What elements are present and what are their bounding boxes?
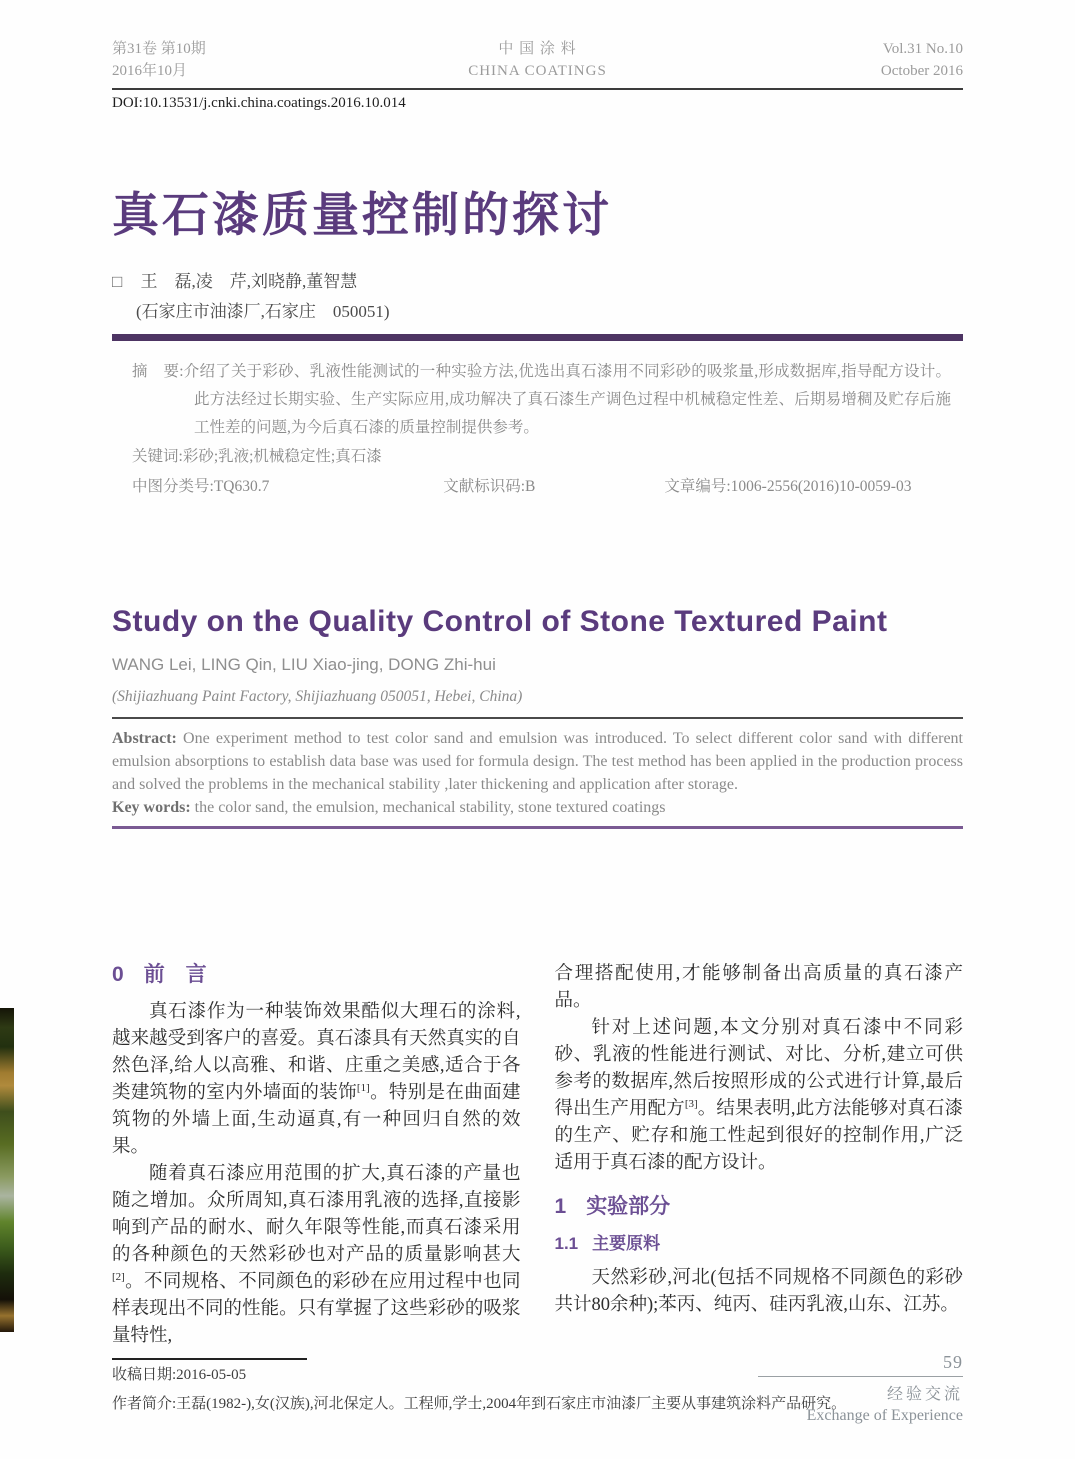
received-date-footnote (112, 1358, 521, 1387)
materials-paragraph: 天然彩砂,河北(包括不同规格不同颜色的彩砂共计80余种);苯丙、纯丙、硅丙乳液,山东、江苏。 (554, 1268, 963, 1315)
authors-cn: 王 磊,凌 芹,刘晓静,董智慧 (140, 272, 358, 291)
abstract-cn-paragraph (132, 358, 951, 442)
citation-ref-1: [1] (356, 1081, 370, 1094)
section-0-heading (112, 961, 521, 988)
left-edge-photo-strip (0, 1008, 14, 1332)
abstract-cn-block (112, 358, 963, 501)
intro-p3-text: 针对上述问题,本文分别对真石漆中不同彩砂、乳液的性能进行测试、对比、分析,建立可供参考的数据库,然后按照形成的公式进行计算,最后得出生产用配方 (554, 1018, 963, 1119)
intro-p2-text-b: 。不同规格、不同颜色的彩砂在应用过程中也同样表现出不同的性能。只有掌握了这些彩砂的吸浆量特性, (112, 1272, 521, 1346)
abstract-en-text: One experiment method to test color sand and emulsion was introduced. To select different color sand with different emulsion absorptions to establish data base was used for formula design. The test method has been applied in the production process and solved the problems in the mechanical stability ,later thickening and application after storage. (112, 730, 963, 793)
keywords-en: the color sand, the emulsion, mechanical stability, stone textured coatings (190, 799, 666, 816)
article-id-label: 文章编号: (664, 478, 731, 495)
bio-text: 王磊(1982-),女(汉族),河北保定人。工程师,学士,2004年到石家庄市油漆厂主要从事建筑涂料产品研究。 (176, 1396, 847, 1412)
abstract-en-block (112, 727, 963, 819)
title-separator-bar (112, 334, 963, 341)
section-1-1-heading (555, 1230, 964, 1257)
doc-code-value: B (525, 478, 536, 495)
abstract-en-paragraph (112, 727, 963, 796)
received-date: 2016-05-05 (176, 1367, 247, 1383)
header-row-1 (112, 38, 963, 60)
authors-en: WANG Lei, LING Qin, LIU Xiao-jing, DONG Zhi-hui (112, 655, 496, 674)
column-name-en: Exchange of Experience (806, 1407, 963, 1424)
article-title-cn: 真石漆质量控制的探讨 (112, 188, 612, 241)
article-title-en: Study on the Quality Control of Stone Textured Paint (112, 605, 888, 638)
citation-ref-3: [3] (684, 1097, 698, 1110)
keywords-cn-label: 关键词: (132, 448, 183, 465)
section-1-number: 1 (554, 1195, 567, 1218)
affiliation-cn: (石家庄市油漆厂,石家庄 050051) (136, 302, 390, 321)
affiliation-en: (Shijiazhuang Paint Factory, Shijiazhuang 050051, Hebei, China) (112, 688, 523, 705)
continued-paragraph: 合理搭配使用,才能够制备出高质量的真石漆产品。 (554, 964, 963, 1011)
authors-line-cn (112, 267, 963, 292)
intro-p3-text-b: 。结果表明,此方法能够对真石漆的生产、贮存和施工性起到很好的控制作用,广泛适用于真石漆的配方设计。 (554, 1099, 963, 1173)
doc-code-item (443, 473, 664, 501)
section-0-title: 前 言 (143, 963, 207, 986)
section-1-title: 实验部分 (586, 1195, 671, 1218)
footer-divider (758, 1376, 963, 1377)
date-en: October 2016 (880, 63, 963, 79)
footnote-divider (112, 1358, 307, 1360)
doc-code-label: 文献标识码: (443, 478, 526, 495)
clc-value: TQ630.7 (213, 478, 270, 495)
header-row-2 (112, 60, 963, 82)
keywords-cn: 彩砂;乳液;机械稳定性;真石漆 (182, 448, 382, 465)
abstract-en-label: Abstract: (112, 730, 177, 747)
keywords-en-line (112, 796, 963, 819)
journal-name-cn: 中 国 涂 料 (498, 41, 577, 57)
right-column (555, 961, 964, 1387)
section-1-1-title: 主要原料 (592, 1234, 661, 1253)
received-label: 收稿日期: (112, 1367, 177, 1383)
doi-line: DOI:10.13531/j.cnki.china.coatings.2016.10.014 (112, 95, 406, 111)
header-divider (112, 88, 963, 90)
journal-name-en: CHINA COATINGS (468, 63, 607, 79)
abstract-cn-label: 摘 要: (132, 363, 184, 380)
keywords-en-label: Key words: (112, 799, 191, 816)
date-cn: 2016年10月 (112, 63, 188, 79)
intro-paragraph-1 (112, 999, 521, 1161)
citation-ref-2: [2] (112, 1270, 125, 1283)
page-number: 59 (943, 1352, 963, 1372)
volume-issue-en: Vol.31 No.10 (882, 41, 963, 57)
keywords-cn-line (132, 443, 951, 471)
clc-item (132, 473, 443, 501)
column-name-cn: 经验交流 (886, 1386, 963, 1403)
intro-p1-text: 真石漆作为一种装饰效果酷似大理石的涂料,越来越受到客户的喜爱。真石漆具有天然真实的自然色泽,给人以高雅、和谐、庄重之美感,适合于各类建筑物的室内外墙面的装饰 (112, 1002, 521, 1103)
article-id-value: 1006-2556(2016)10-0059-03 (730, 478, 912, 495)
abstract-bottom-divider (112, 826, 963, 829)
section-1-heading (555, 1193, 964, 1220)
section-0-number: 0 (112, 963, 124, 986)
page-footer (663, 1352, 963, 1425)
abstract-cn-text: 介绍了关于彩砂、乳液性能测试的一种实验方法,优选出真石漆用不同彩砂的吸浆量,形成数据库,指导配方设计。此方法经过长期实验、生产实际应用,成功解决了真石漆生产调色过程中机械稳定性差、后期易增稠及贮存后施工性差的问题,为今后真石漆的质量控制提供参考。 (183, 363, 951, 436)
author-marker-icon: □ (112, 272, 123, 291)
article-id-item (664, 473, 951, 501)
volume-issue-cn: 第31卷 第10期 (112, 41, 206, 57)
intro-paragraph-3 (555, 1015, 964, 1177)
classification-row (132, 473, 951, 501)
body-columns (112, 961, 963, 1387)
intro-paragraph-2 (112, 1161, 521, 1350)
bio-label: 作者简介: (112, 1396, 177, 1412)
journal-header (112, 38, 963, 82)
left-column (112, 961, 521, 1387)
intro-p1-text-b: 。特别是在曲面建筑物的外墙上面,生动逼真,有一种回归自然的效果。 (112, 1083, 521, 1157)
intro-p2-text: 随着真石漆应用范围的扩大,真石漆的产量也随之增加。众所周知,真石漆用乳液的选择,直接影响到产品的耐水、耐久年限等性能,而真石漆采用的各种颜色的天然彩砂也对产品的质量影响甚大 (112, 1164, 521, 1265)
en-affiliation-divider (112, 717, 963, 719)
section-1-1-number: 1.1 (554, 1234, 579, 1253)
clc-label: 中图分类号: (132, 478, 214, 495)
